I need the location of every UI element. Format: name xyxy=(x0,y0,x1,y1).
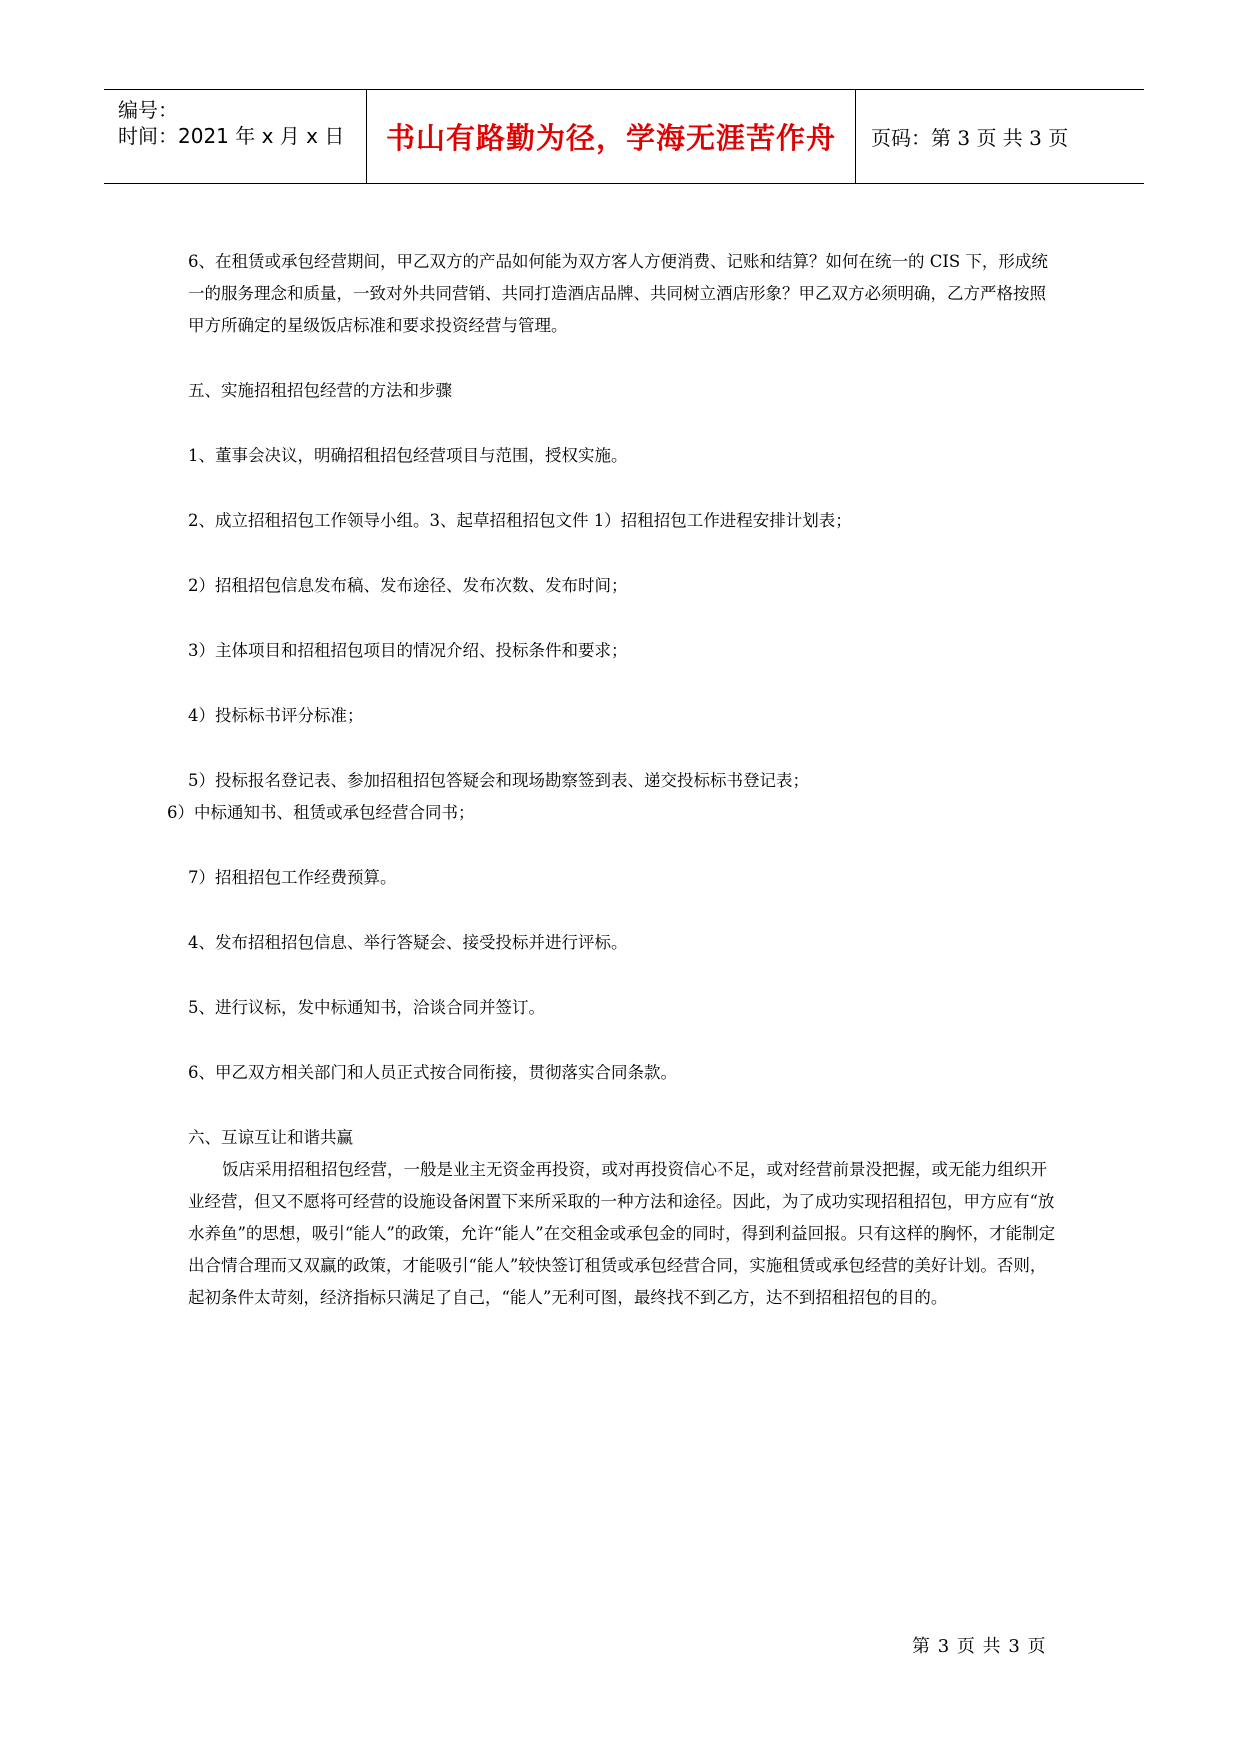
step-4: 4、发布招租招包信息、举行答疑会、接受投标并进行评标。 xyxy=(188,933,628,952)
document-time-label: 时间：2021 年 x 月 x 日 xyxy=(118,124,345,148)
document-item-3: 3）主体项目和招租招包项目的情况介绍、投标条件和要求； xyxy=(188,641,628,660)
document-number-label: 编号： xyxy=(118,98,178,122)
header-info-cell xyxy=(104,90,367,183)
section-5-title: 五、实施招租招包经营的方法和步骤 xyxy=(188,381,452,400)
document-item-4: 4）投标标书评分标准； xyxy=(188,706,364,725)
header-motto: 书山有路勤为径，学海无涯苦作舟 xyxy=(367,90,856,183)
step-6: 6、甲乙双方相关部门和人员正式按合同衔接，贯彻落实合同条款。 xyxy=(188,1063,677,1082)
document-body xyxy=(167,246,1058,1314)
section-6-title: 六、互谅互让和谐共赢 xyxy=(188,1128,353,1147)
document-item-2: 2）招租招包信息发布稿、发布途径、发布次数、发布时间； xyxy=(188,576,628,595)
step-2: 2、成立招租招包工作领导小组。3、起草招租招包文件 1）招租招包工作进程安排计划表； xyxy=(188,511,852,530)
document-item-7: 7）招租招包工作经费预算。 xyxy=(188,868,397,887)
step-5: 5、进行议标，发中标通知书，洽谈合同并签订。 xyxy=(188,998,545,1017)
page-footer: 第 3 页 共 3 页 xyxy=(912,1636,1047,1657)
step-1: 1、董事会决议，明确招租招包经营项目与范围，授权实施。 xyxy=(188,446,628,465)
page-header xyxy=(104,89,1144,184)
document-item-5: 5）投标报名登记表、参加招租招包答疑会和现场勘察签到表、递交投标标书登记表； xyxy=(188,771,809,790)
document-item-6: 6）中标通知书、租赁或承包经营合同书； xyxy=(167,803,475,822)
header-page-number: 页码：第 3 页 共 3 页 xyxy=(871,126,1069,150)
section-6-paragraph: 饭店采用招租招包经营，一般是业主无资金再投资，或对再投资信心不足，或对经营前景没把握，或无能力组织开业经营，但又不愿将可经营的设施设备闲置下来所采取的一种方法和途径。因此，为了成功实现招租招包，甲方应有“放水养鱼”的思想，吸引“能人”的政策，允许“能人”在交租金或承包金的同时，得到利益回报。只有这样的胸怀，才能制定出合情合理而又双赢的政策，才能吸引“能人”较快签订租赁或承包经营合同，实施租赁或承包经营的美好计划。否则，起初条件太苛刻，经济指标只满足了自己，“能人”无利可图，最终找不到乙方，达不到招租招包的目的。 xyxy=(188,1160,1056,1307)
paragraph-cis-item: 6、在租赁或承包经营期间，甲乙双方的产品如何能为双方客人方便消费、记账和结算？如何在统一的 CIS 下，形成统一的服务理念和质量，一致对外共同营销、共同打造酒店品牌、共同树立酒店形象？甲乙双方必须明确，乙方严格按照甲方所确定的星级饭店标准和要求投资经营与管理。 xyxy=(188,252,1048,335)
